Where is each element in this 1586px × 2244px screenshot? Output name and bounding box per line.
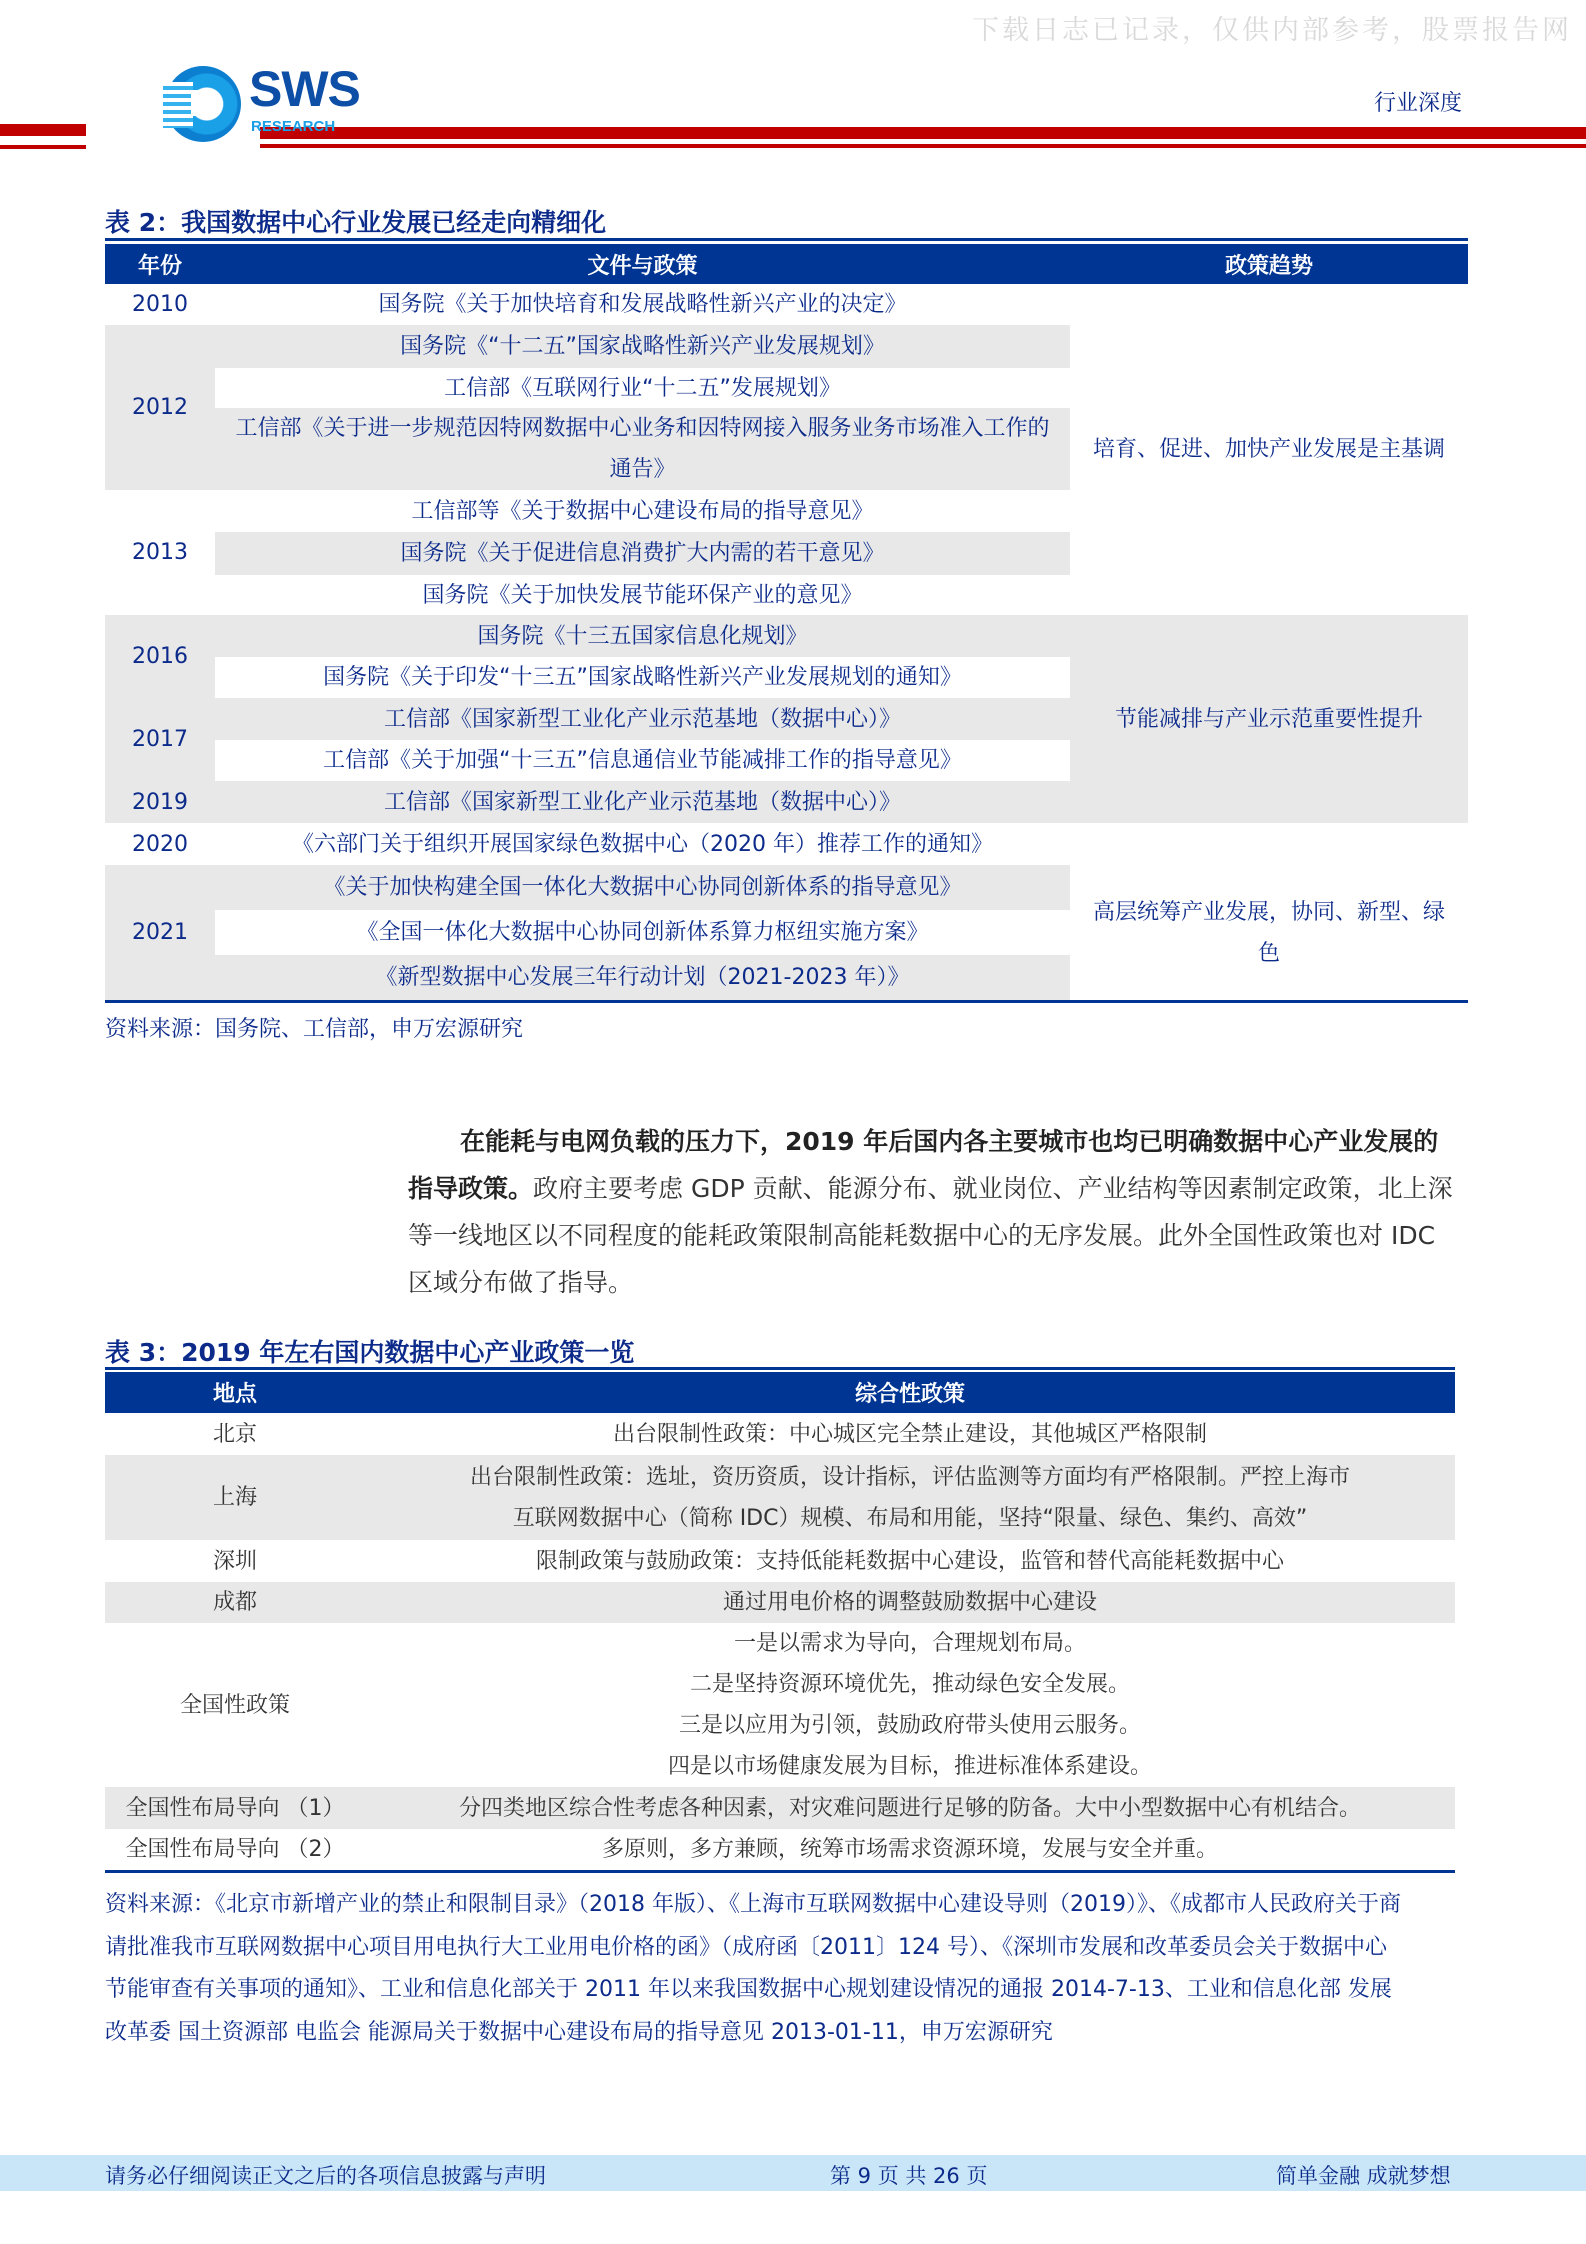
document-cell: 国务院《关于促进信息消费扩大内需的若干意见》 [215, 532, 1070, 575]
document-cell: 工信部《互联网行业“十二五”发展规划》 [215, 368, 1070, 408]
year-cell: 2017 [105, 698, 215, 781]
table2-header-year: 年份 [105, 244, 215, 284]
header-red-bar-left [0, 124, 86, 136]
footer-slogan: 简单金融 成就梦想 [1276, 2164, 1451, 2188]
page-footer [0, 2155, 1586, 2191]
year-cell: 2012 [105, 325, 215, 490]
footer-disclaimer: 请务必仔细阅读正文之后的各项信息披露与声明 [105, 2164, 546, 2188]
document-cell: 国务院《关于加快发展节能环保产业的意见》 [215, 575, 1070, 615]
year-cell: 2021 [105, 865, 215, 1000]
trend-cell-empty [1070, 823, 1468, 865]
logo-square-icon [191, 90, 211, 116]
policy-cell: 分四类地区综合性考虑各种因素，对灾难问题进行足够的防备。大中小型数据中心有机结合。 [365, 1787, 1455, 1829]
logo-stripes-icon [163, 82, 193, 128]
policy-line: 一是以需求为导向，合理规划布局。 [733, 1631, 1086, 1656]
document-cell: 工信部《国家新型工业化产业示范基地（数据中心）》 [215, 698, 1070, 740]
trend-cell: 节能减排与产业示范重要性提升 [1070, 615, 1468, 823]
policy-cell [365, 1455, 1455, 1540]
header-red-bar-left-thin [0, 145, 86, 149]
location-cell: 上海 [105, 1455, 365, 1540]
table3-header-location: 地点 [105, 1372, 365, 1413]
policy-line: 三是以应用为引领，鼓励政府带头使用云服务。 [678, 1713, 1141, 1738]
table2-top-rule [105, 238, 1468, 241]
policy-cell: 通过用电价格的调整鼓励数据中心建设 [365, 1582, 1455, 1623]
location-cell: 深圳 [105, 1540, 365, 1582]
table2-bottom-rule [105, 1000, 1468, 1003]
document-cell: 国务院《十三五国家信息化规划》 [215, 615, 1070, 657]
body-paragraph [408, 1118, 1458, 1306]
location-cell: 北京 [105, 1413, 365, 1455]
header-red-bar-right-thin [260, 144, 1586, 148]
year-cell: 2013 [105, 490, 215, 615]
table2-header-trend: 政策趋势 [1070, 244, 1468, 284]
policy-line: 四是以市场健康发展为目标，推进标准体系建设。 [667, 1754, 1152, 1779]
paragraph-text: 政府主要考虑 GDP 贡献、能源分布、就业岗位、产业结构等因素制定政策，北上深等一线地区以不同程度的能耗政策限制高能耗数据中心的无序发展。此外全国性政策也对 IDC 区域分布做了指导。 [408, 1174, 1453, 1297]
table3 [105, 1372, 1455, 1870]
logo-subtitle: RESEARCH [251, 118, 336, 135]
document-cell: 工信部《关于加强“十三五”信息通信业节能减排工作的指导意见》 [215, 740, 1070, 781]
table2-title: 表 2：我国数据中心行业发展已经走向精细化 [105, 208, 607, 237]
table3-bottom-rule [105, 1870, 1455, 1873]
trend-cell: 培育、促进、加快产业发展是主基调 [1070, 284, 1468, 615]
document-cell: 工信部等《关于数据中心建设布局的指导意见》 [215, 490, 1070, 532]
document-cell: 《六部门关于组织开展国家绿色数据中心（2020 年）推荐工作的通知》 [215, 823, 1070, 865]
table3-source: 资料来源：《北京市新增产业的禁止和限制目录》（2018 年版）、《上海市互联网数据中心建设导则（2019）》、《成都市人民政府关于商请批准我市互联网数据中心项目用电执行大工业用电价格的函》（成府函〔2011〕124 号）、《深圳市发展和改革委员会关于数据中心节能审查有关事项的通知》、工业和信息化部关于 2011 年以来我国数据中心规划建设情况的通报 2014-7-13、工业和信息化部 发展改革委 国土资源部 电监会 能源局关于数据中心建设布局的指导意见 2013-01-11，申万宏源研究 [105, 1892, 1401, 2045]
location-cell: 全国性布局导向 （2） [105, 1829, 365, 1870]
document-cell: 工信部《国家新型工业化产业示范基地（数据中心）》 [215, 781, 1070, 823]
table3-title: 表 3：2019 年左右国内数据中心产业政策一览 [105, 1338, 635, 1367]
table3-header-policy: 综合性政策 [365, 1372, 1455, 1413]
policy-cell: 限制政策与鼓励政策：支持低能耗数据中心建设，监管和替代高能耗数据中心 [365, 1540, 1455, 1582]
document-cell: 《新型数据中心发展三年行动计划（2021-2023 年）》 [215, 955, 1070, 1000]
location-cell: 全国性布局导向 （1） [105, 1787, 365, 1829]
sws-logo [165, 61, 385, 148]
table2-source: 资料来源：国务院、工信部，申万宏源研究 [105, 1017, 524, 1042]
policy-line: 出台限制性政策：选址，资历资质，设计指标，评估监测等方面均有严格限制。严控上海市 [469, 1464, 1350, 1490]
policy-cell: 出台限制性政策：中心城区完全禁止建设，其他城区严格限制 [365, 1413, 1455, 1455]
watermark-text: 下载日志已记录，仅供内部参考，股票报告网 [972, 15, 1572, 46]
year-cell: 2010 [105, 284, 215, 325]
document-cell: 《全国一体化大数据中心协同创新体系算力枢纽实施方案》 [215, 910, 1070, 955]
paragraph-lead-bold: 在能耗与电网负载的压力下，2019 年后国内各主要城市也均已明确数据中心产业发展的指导政策。 [408, 1127, 1439, 1203]
document-cell: 工信部《关于进一步规范因特网数据中心业务和因特网接入服务业务市场准入工作的通告》 [215, 408, 1070, 490]
footer-page-number: 第 9 页 共 26 页 [830, 2164, 988, 2188]
year-cell: 2019 [105, 781, 215, 823]
table3-top-rule [105, 1367, 1455, 1370]
logo-wordmark: SWS [249, 61, 360, 117]
year-cell: 2016 [105, 615, 215, 698]
policy-cell [365, 1623, 1455, 1787]
trend-cell: 高层统筹产业发展，协同、新型、绿色 [1070, 865, 1468, 1000]
year-cell: 2020 [105, 823, 215, 865]
document-cell: 国务院《关于加快培育和发展战略性新兴产业的决定》 [215, 284, 1070, 325]
table2-header-documents: 文件与政策 [215, 244, 1070, 284]
policy-cell: 多原则，多方兼顾，统筹市场需求资源环境，发展与安全并重。 [365, 1829, 1455, 1870]
document-cell: 国务院《“十二五”国家战略性新兴产业发展规划》 [215, 325, 1070, 368]
section-tag: 行业深度 [1374, 91, 1463, 116]
document-cell: 《关于加快构建全国一体化大数据中心协同创新体系的指导意见》 [215, 865, 1070, 910]
location-cell: 成都 [105, 1582, 365, 1623]
document-cell: 国务院《关于印发“十三五”国家战略性新兴产业发展规划的通知》 [215, 657, 1070, 698]
policy-line: 互联网数据中心（简称 IDC）规模、布局和用能，坚持“限量、绿色、集约、高效” [512, 1505, 1308, 1531]
table2 [105, 244, 1468, 1000]
policy-line: 二是坚持资源环境优先，推动绿色安全发展。 [689, 1672, 1130, 1697]
header-red-bar-right [260, 127, 1586, 139]
location-cell: 全国性政策 [105, 1623, 365, 1787]
